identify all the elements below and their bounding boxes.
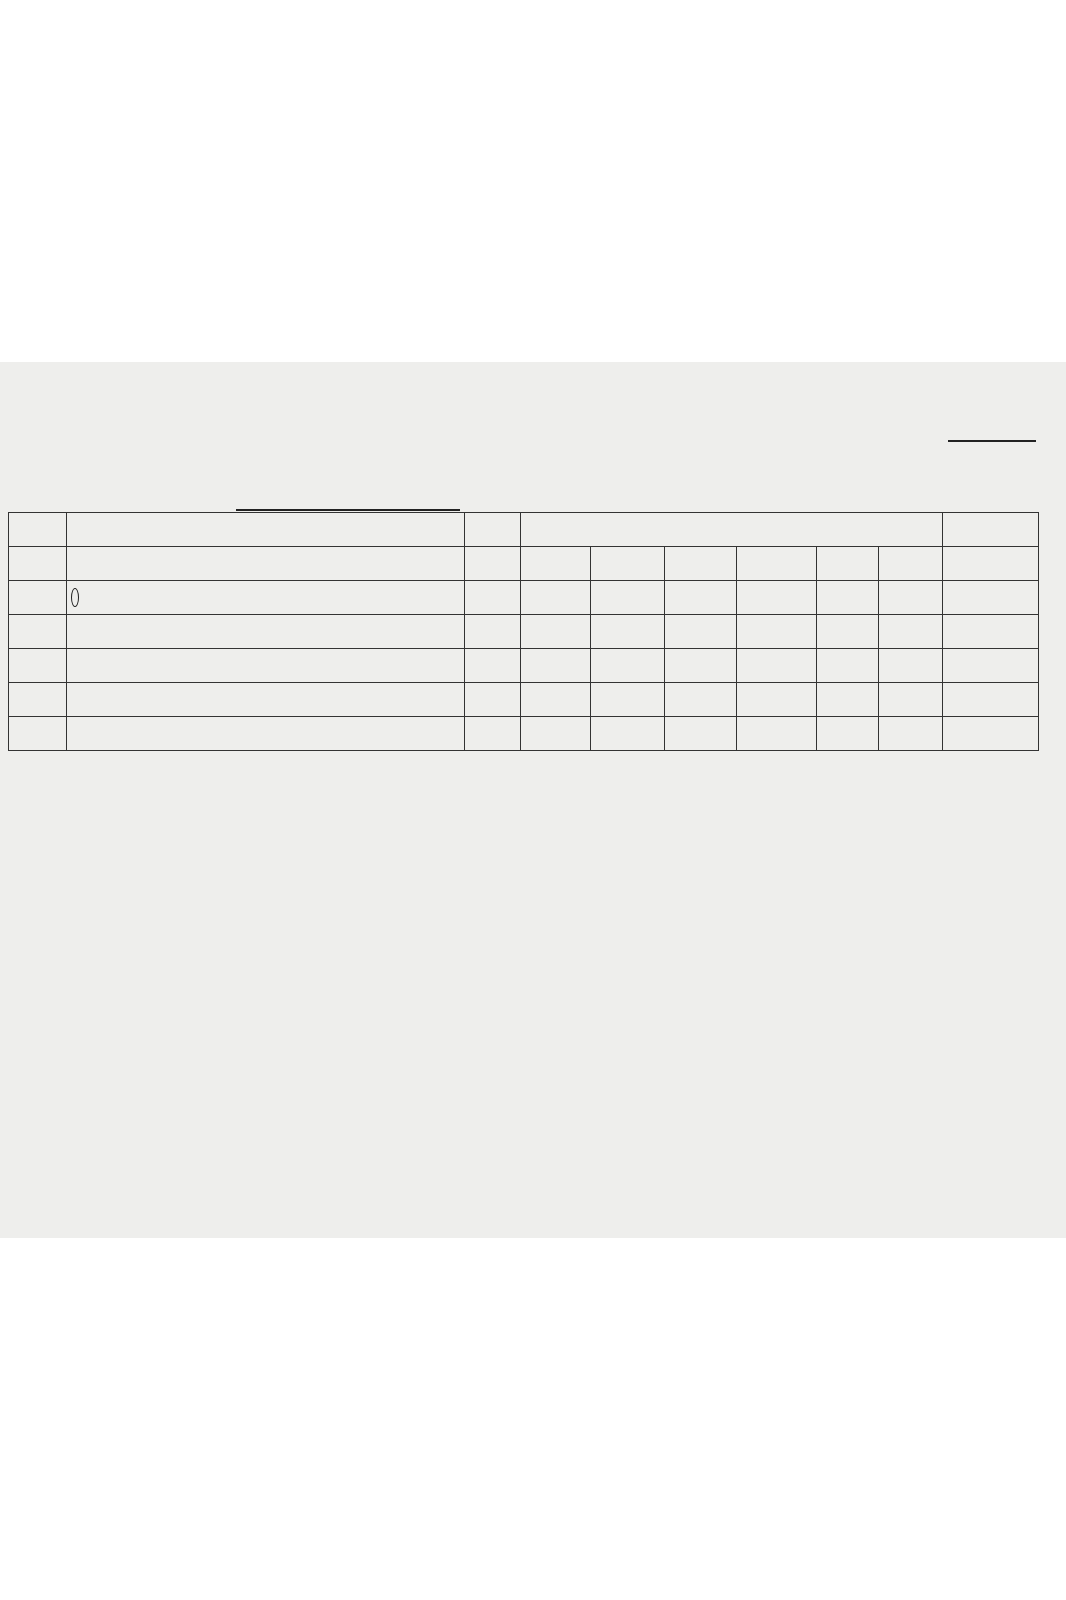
circled-word (71, 588, 79, 607)
measurement-table (8, 512, 1039, 751)
tolerance-header-2 (943, 547, 1039, 581)
empty-row (9, 717, 1039, 751)
num-header (9, 547, 67, 581)
name-header (67, 547, 465, 581)
empty-row (9, 683, 1039, 717)
size-value (665, 581, 737, 615)
sizes-header (521, 513, 943, 547)
header-row-2 (9, 547, 1039, 581)
height-value (465, 581, 521, 615)
size-value (591, 581, 665, 615)
measurement-sheet (0, 362, 1066, 1238)
header-row-1 (9, 513, 1039, 547)
section-bottom-title (67, 649, 465, 683)
section-bottom-row (9, 649, 1039, 683)
tolerance-header-1 (943, 513, 1039, 547)
spacer-row (9, 615, 1039, 649)
section-top-row (9, 581, 1039, 615)
section-top-title (67, 581, 465, 615)
height-header (465, 513, 521, 547)
year-underline (948, 440, 1036, 442)
size-value (521, 581, 591, 615)
model-underline (236, 509, 460, 511)
